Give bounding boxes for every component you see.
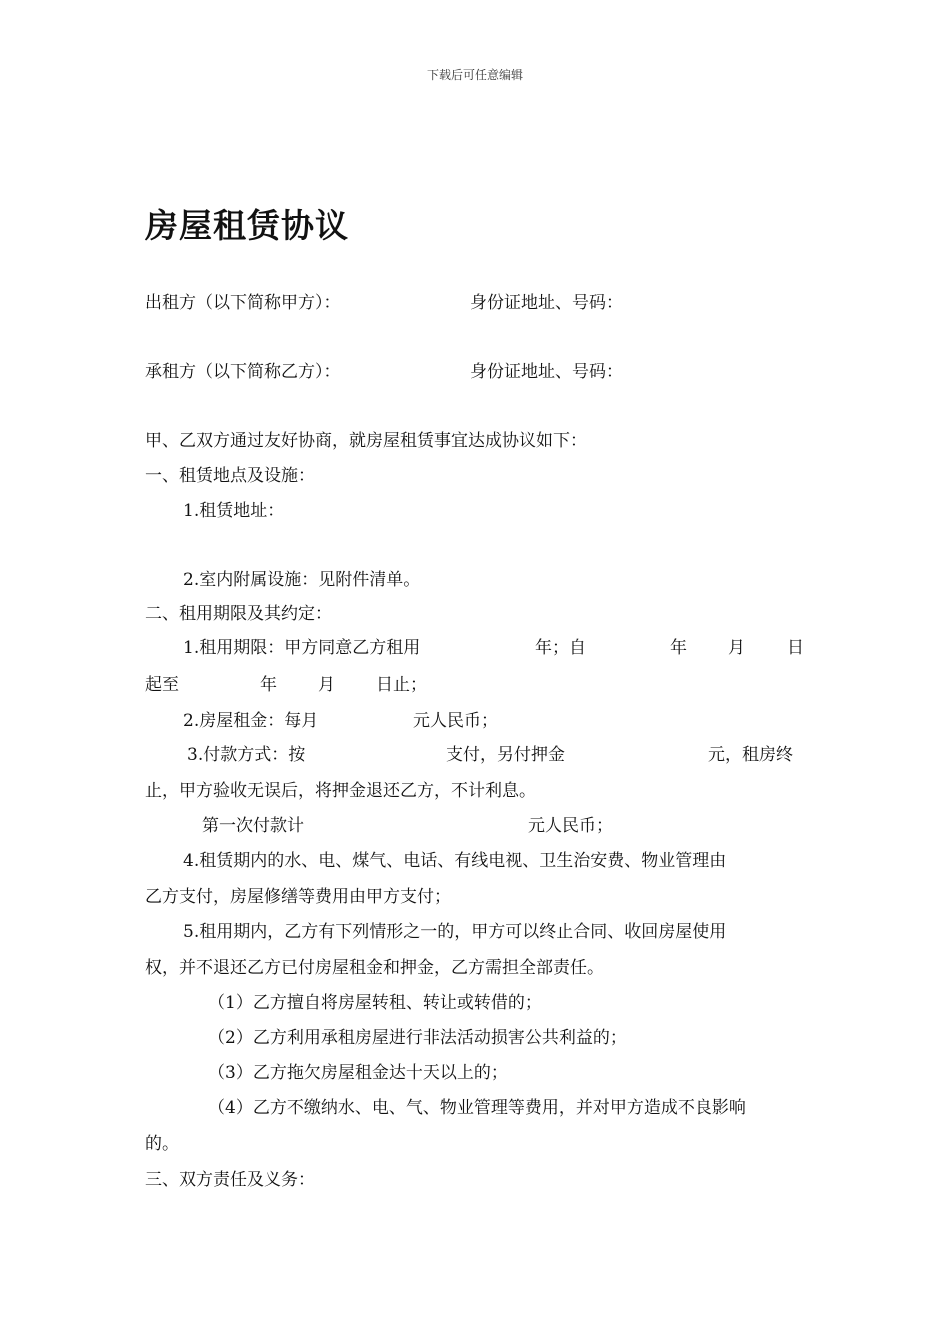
utilities-clause-line2: 乙方支付，房屋修缮等费用由甲方支付；	[145, 887, 451, 907]
end-year-label: 年	[260, 675, 277, 695]
rent-unit: 元人民币；	[413, 711, 498, 731]
lease-address-label: 1.租赁地址：	[183, 501, 285, 521]
termination-clause-line2: 权，并不退还乙方已付房屋租金和押金，乙方需担全部责任。	[145, 958, 604, 978]
termination-condition-1: （1）乙方擅自将房屋转租、转让或转借的；	[208, 993, 542, 1013]
termination-clause-line1: 5.租用期内，乙方有下列情形之一的，甲方可以终止合同、收回房屋使用	[183, 922, 727, 942]
end-month-label: 月	[318, 675, 335, 695]
deposit-unit: 元，租房终	[708, 745, 793, 765]
party-b-id-label: 身份证地址、号码：	[470, 362, 623, 382]
page-header: 下载后可任意编辑	[426, 68, 523, 82]
first-payment-label: 第一次付款计	[202, 816, 304, 836]
intro-paragraph: 甲、乙双方通过友好协商，就房屋租赁事宜达成协议如下：	[145, 431, 587, 451]
termination-condition-2: （2）乙方利用承租房屋进行非法活动损害公共利益的；	[208, 1028, 627, 1048]
start-month-label: 月	[728, 638, 745, 658]
party-a-label: 出租方（以下简称甲方）：	[145, 293, 341, 313]
party-a-id-label: 身份证地址、号码：	[470, 293, 623, 313]
lease-term-label: 1.租用期限：甲方同意乙方租用	[183, 638, 421, 658]
lease-term-year-from: 年；自	[535, 638, 586, 658]
document-title: 房屋租赁协议	[145, 206, 349, 245]
facilities-item: 2.室内附属设施：见附件清单。	[183, 570, 421, 590]
party-b-label: 承租方（以下简称乙方）：	[145, 362, 341, 382]
section3-heading: 三、双方责任及义务：	[145, 1170, 315, 1190]
start-year-label: 年	[670, 638, 687, 658]
rent-label: 2.房屋租金：每月	[183, 711, 319, 731]
section1-heading: 一、租赁地点及设施：	[145, 466, 315, 486]
termination-condition-4-line1: （4）乙方不缴纳水、电、气、物业管理等费用，并对甲方造成不良影响	[208, 1098, 746, 1118]
section2-heading: 二、租用期限及其约定：	[145, 604, 332, 624]
start-day-label: 日	[787, 638, 804, 658]
end-day-label: 日止；	[376, 675, 427, 695]
deposit-label: 支付，另付押金	[446, 745, 565, 765]
payment-method-label: 3.付款方式：按	[187, 745, 306, 765]
deposit-refund-text: 止，甲方验收无误后，将押金退还乙方，不计利息。	[145, 781, 536, 801]
termination-condition-3: （3）乙方拖欠房屋租金达十天以上的；	[208, 1063, 508, 1083]
termination-condition-4-line2: 的。	[145, 1134, 179, 1154]
utilities-clause-line1: 4.租赁期内的水、电、煤气、电话、有线电视、卫生治安费、物业管理由	[183, 851, 727, 871]
first-payment-unit: 元人民币；	[528, 816, 613, 836]
term-until-label: 起至	[145, 675, 179, 695]
